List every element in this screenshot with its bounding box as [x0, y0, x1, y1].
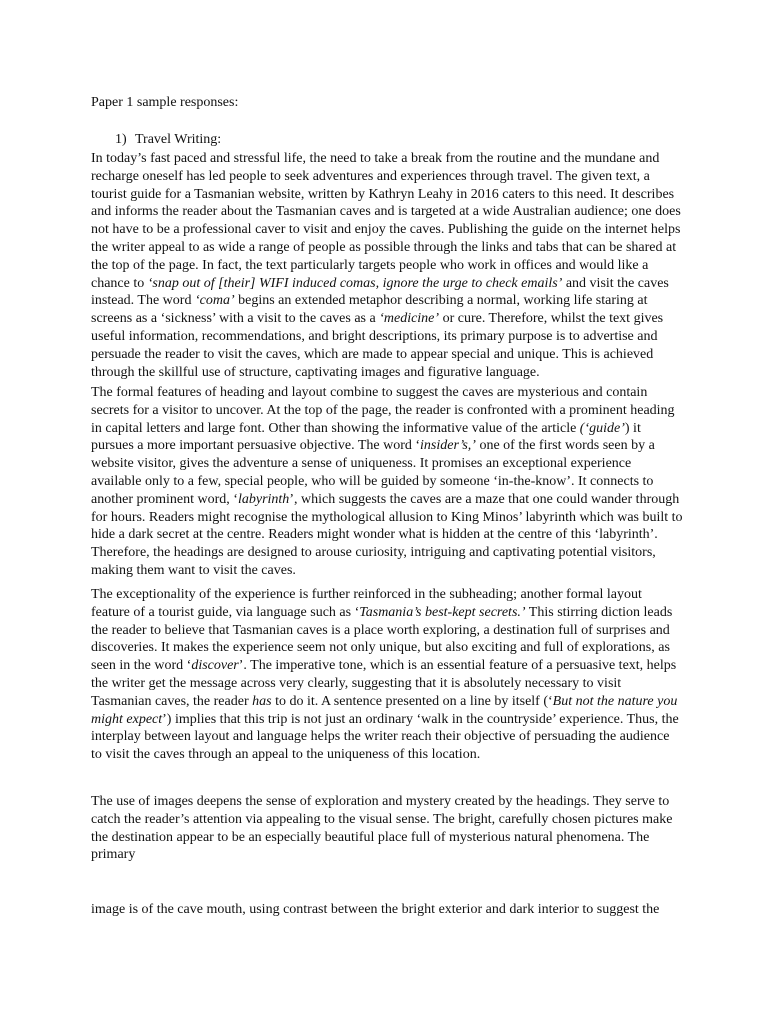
- body-paragraph: [91, 586, 683, 764]
- text-run: The use of images deepens the sense of exploration and mystery created by the headings. They serve to catch the reader’s attention via appealing to the visual sense. The bright, carefully chosen pictures make the destination appear to be an especially beautiful place full of mysterious natural phenomena. The primary: [91, 794, 673, 863]
- list-item-number: 1): [115, 132, 127, 147]
- text-run: and visit the caves instead. The word: [91, 275, 669, 309]
- text-run: ’. The imperative tone, which is an essential feature of a persuasive text, helps the writer get the message across very clearly, suggesting that it is absolutely necessary to visit Tasmanian caves, the reader: [91, 658, 677, 709]
- italic-text-run: Tasmania’s best-kept secrets.’: [359, 604, 526, 620]
- italic-text-run: ‘coma’: [194, 293, 235, 309]
- text-run: begins an extended metaphor describing a normal, working life staring at screens as a ‘sickness’ with a visit to the caves as a: [91, 293, 648, 327]
- italic-text-run: ‘snap out of [their] WIFI induced comas, ignore the urge to check emails’: [147, 275, 563, 291]
- list-item: [91, 131, 683, 149]
- text-run: The exceptionality of the experience is further reinforced in the subheading; another formal layout feature of a tourist guide, via language such as ‘: [91, 587, 642, 620]
- italic-text-run: discover: [191, 658, 239, 674]
- italic-text-run: ‘medicine’: [379, 311, 440, 327]
- text-run: This stirring diction leads the reader to believe that Tasmanian caves is a place worth exploring, a destination full of surprises and discoveries. It makes the experience seem not only unique, but also exciting and full of explorations, as seen in the word ‘: [91, 604, 673, 674]
- text-run: In today’s fast paced and stressful life, the need to take a break from the routine and the mundane and recharge oneself has led people to seek adventures and experiences through travel. The given text, a tourist guide for a Tasmanian website, written by Kathryn Leahy in 2016 caters to this need. It describes and informs the reader about the Tasmanian caves and is targeted at a wide Australian audience; one does not have to be a professional caver to visit and enjoy the caves. Publishing the guide on the internet helps the writer appeal to as wide a range of people as possible through the links and tabs that can be shared at the top of the page. In fact, the text particularly targets people who work in offices and would like a chance to: [91, 151, 681, 291]
- body-paragraph: [91, 901, 683, 919]
- body-paragraph: [91, 793, 683, 864]
- text-run: to do it. A sentence presented on a line by itself (‘: [271, 693, 553, 709]
- list-item-label: Travel Writing:: [135, 132, 222, 147]
- text-run: one of the first words seen by a website visitor, gives the adventure a sense of uniqueness. It promises an exceptional experience available only to a few, special people, who will be guided by someone ‘in-the-know’. It connects to another prominent word, ‘: [91, 438, 655, 507]
- text-run: ) it pursues a more important persuasive objective. The word ‘: [91, 420, 641, 454]
- text-run: image is of the cave mouth, using contrast between the bright exterior and dark interior to suggest the: [91, 902, 660, 917]
- document-heading: Paper 1 sample responses:: [91, 95, 239, 110]
- italic-text-run: insider’s,’: [420, 438, 476, 454]
- italic-text-run: But not the nature you might expect: [91, 693, 678, 727]
- italic-text-run: (‘guide’: [579, 420, 625, 436]
- text-run: ’) implies that this trip is not just an ordinary ‘walk in the countryside’ experience. Thus, the interplay between layout and language helps the writer reach their objective of persuading the audience to visit the caves through an appeal to the uniqueness of this location.: [91, 711, 679, 763]
- italic-text-run: labyrinth: [237, 491, 290, 507]
- body-paragraph: [91, 150, 683, 381]
- text-run: The formal features of heading and layout combine to suggest the caves are mysterious and contain secrets for a visitor to uncover. At the top of the page, the reader is confronted with a prominent heading in capital letters and large font. Other than showing the informative value of the article: [91, 385, 675, 436]
- text-run: or cure. Therefore, whilst the text gives useful information, recommendations, and bright descriptions, its primary purpose is to advertise and persuade the reader to visit the caves, which are made to appear special and unique. This is achieved through the skillful use of structure, captivating images and figurative language.: [91, 311, 664, 380]
- body-paragraph: [91, 384, 683, 580]
- italic-text-run: has: [252, 693, 272, 709]
- text-run: ’, which suggests the caves are a maze that one could wander through for hours. Readers might recognise the mythological allusion to King Minos’ labyrinth which was built to hide a dark secret at the centre. Readers might wonder what is hidden at the centre of this ‘labyrinth’. Therefore, the headings are designed to arouse curiosity, intriguing and captivating potential visitors, making them want to visit the caves.: [91, 491, 683, 578]
